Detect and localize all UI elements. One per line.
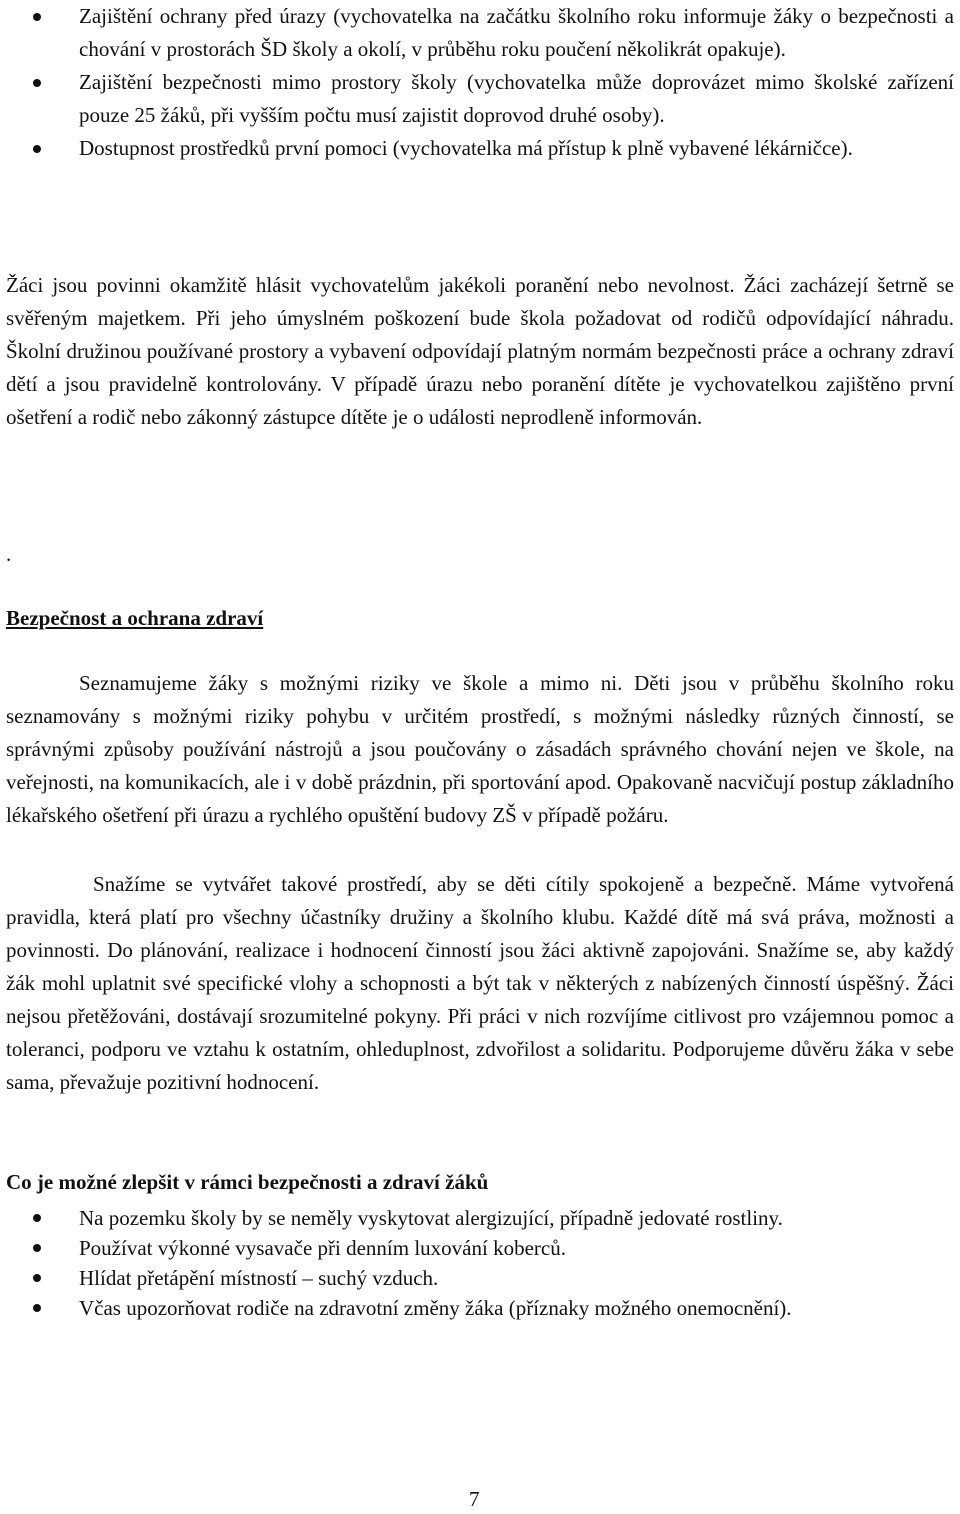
improvements-list (6, 1203, 954, 1323)
list-item-text: Zajištění ochrany před úrazy (vychovatelka na začátku školního roku informuje žáky o bezpečnosti a chování v prostorách ŠD školy a okolí, v průběhu roku poučení několikrát opakuje). (79, 4, 954, 61)
list-item (6, 1263, 954, 1293)
list-item-text: Používat výkonné vysavače při denním luxování koberců. (79, 1236, 566, 1260)
list-item-text: Na pozemku školy by se neměly vyskytovat alergizující, případně jedovaté rostliny. (79, 1206, 783, 1230)
stray-dot: . (6, 542, 12, 566)
section-heading-safety: Bezpečnost a ochrana zdraví (6, 606, 264, 630)
list-item-text: Dostupnost prostředků první pomoci (vychovatelka má přístup k plně vybavené lékárničce). (79, 136, 853, 160)
section-heading-improvements: Co je možné zlepšit v rámci bezpečnosti a zdraví žáků (6, 1170, 489, 1194)
page-number: 7 (469, 1487, 480, 1511)
safety-measures-list (6, 0, 954, 165)
bullet-icon (33, 145, 41, 153)
list-item-text: Hlídat přetápění místností – suchý vzduch. (79, 1266, 439, 1290)
environment-paragraph (6, 868, 954, 1099)
bullet-icon (33, 1304, 41, 1312)
bullet-icon (33, 79, 41, 87)
list-item (6, 1233, 954, 1263)
list-item (6, 132, 954, 165)
list-item-text: Zajištění bezpečnosti mimo prostory školy (vychovatelka může doprovázet mimo školské zařízení pouze 25 žáků, při vyšším počtu musí zajistit doprovod druhé osoby). (79, 70, 954, 127)
risks-paragraph (6, 667, 954, 832)
list-item-text: Včas upozorňovat rodiče na zdravotní změny žáka (příznaky možného onemocnění). (79, 1296, 792, 1320)
list-item (6, 1293, 954, 1323)
bullet-icon (33, 1244, 41, 1252)
list-item (6, 66, 954, 132)
risks-paragraph-text: Seznamujeme žáky s možnými riziky ve škole a mimo ni. Děti jsou v průběhu školního roku seznamovány s možnými riziky pohybu v určitém prostředí, s možnými následky různých činností, se správnými způsoby používání nástrojů a jsou poučovány o zásadách správného chování nejen ve škole, na veřejnosti, na komunikacích, ale i v době prázdnin, při sportování apod. Opakovaně nacvičují postup základního lékařského ošetření při úrazu a rychlého opuštění budovy ZŠ v případě požáru. (6, 671, 954, 827)
bullet-icon (33, 1214, 41, 1222)
list-item (6, 0, 954, 66)
bullet-icon (33, 13, 41, 21)
environment-paragraph-text: Snažíme se vytvářet takové prostředí, aby se děti cítily spokojeně a bezpečně. Máme vytvořená pravidla, která platí pro všechny účastníky družiny a školního klubu. Každé dítě má svá práva, možnosti a povinnosti. Do plánování, realizace i hodnocení činností jsou žáci aktivně zapojováni. Snažíme se, aby každý žák mohl uplatnit své specifické vlohy a schopnosti a být tak v některých z nabízených činností úspěšný. Žáci nejsou přetěžováni, dostávají srozumitelné pokyny. Při práci v nich rozvíjíme citlivost pro vzájemnou pomoc a toleranci, podporu ve vztahu k ostatním, ohleduplnost, zdvořilost a solidaritu. Podporujeme důvěru žáka v sebe sama, převažuje pozitivní hodnocení. (6, 872, 954, 1094)
list-item (6, 1203, 954, 1233)
duties-paragraph: Žáci jsou povinni okamžitě hlásit vychovatelům jakékoli poranění nebo nevolnost. Žáci zacházejí šetrně se svěřeným majetkem. Při jeho úmyslném poškození bude škola požadovat od rodičů odpovídající náhradu. Školní družinou používané prostory a vybavení odpovídají platným normám bezpečnosti práce a ochrany zdraví dětí a jsou pravidelně kontrolovány. V případě úrazu nebo poranění dítěte je vychovatelkou zajištěno první ošetření a rodič nebo zákonný zástupce dítěte je o události neprodleně informován. (6, 273, 954, 429)
bullet-icon (33, 1274, 41, 1282)
